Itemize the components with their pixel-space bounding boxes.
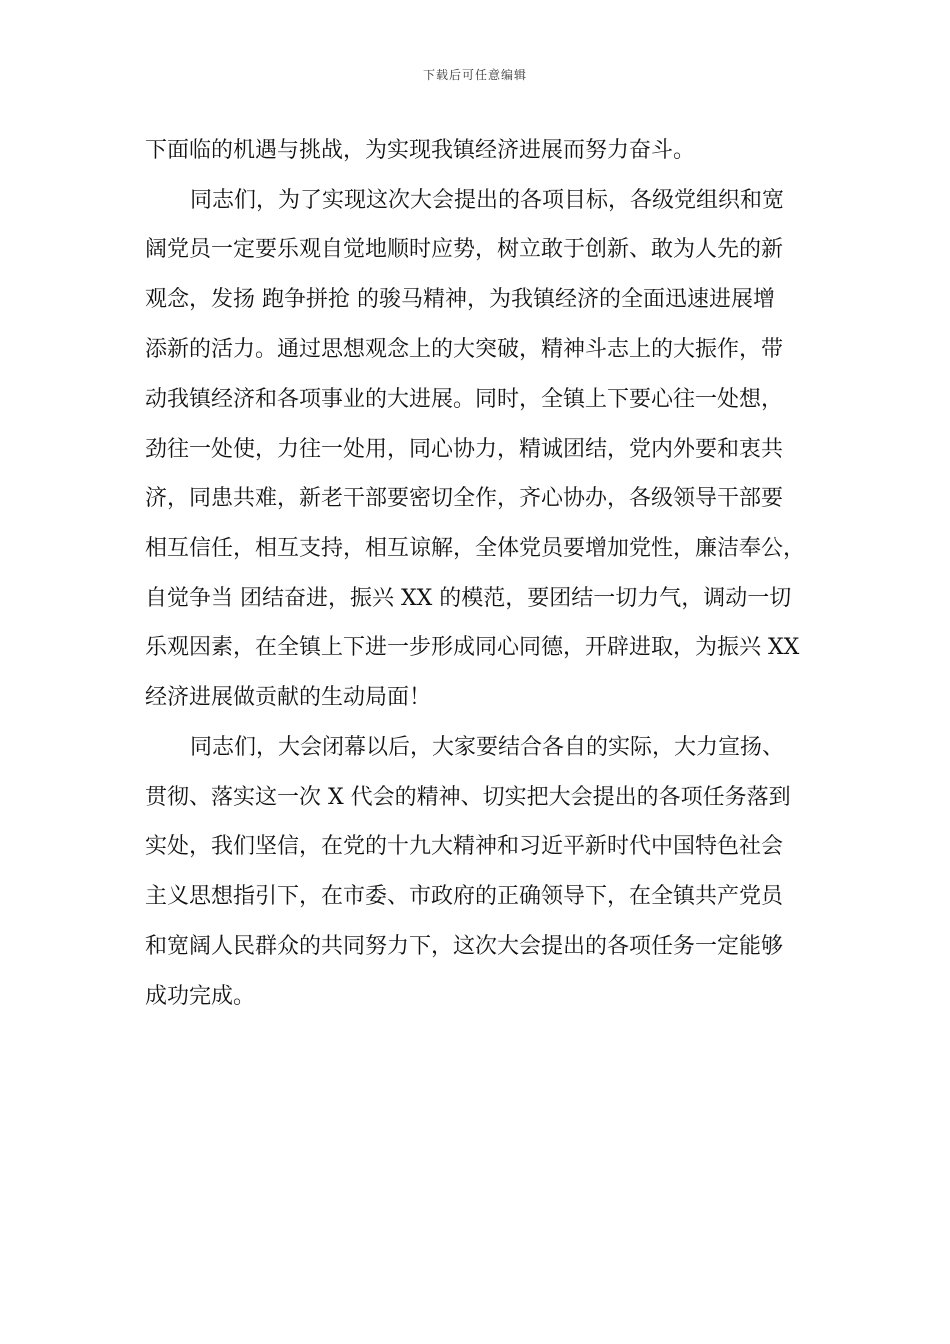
body-line: 经济进展做贡献的生动局面！ (145, 685, 432, 710)
body-line: 和宽阔人民群众的共同努力下，这次大会提出的各项任务一定能够 (145, 934, 784, 959)
body-line: 乐观因素，在全镇上下进一步形成同心同德，开辟进取，为振兴 XX (145, 635, 800, 660)
body-line: 贯彻、落实这一次 X 代会的精神、切实把大会提出的各项任务落到 (145, 785, 791, 810)
body-line: 添新的活力。通过思想观念上的大突破，精神斗志上的大振作，带 (145, 337, 784, 362)
body-line: 实处，我们坚信，在党的十九大精神和习近平新时代中国特色社会 (145, 834, 784, 859)
body-line: 主义思想指引下，在市委、市政府的正确领导下，在全镇共产党员 (145, 884, 784, 909)
body-line: 相互信任，相互支持，相互谅解，全体党员要增加党性，廉洁奉公， (145, 536, 806, 561)
body-line: 阔党员一定要乐观自觉地顺时应势，树立敢于创新、敢为人先的新 (145, 237, 784, 262)
body-line: 自觉争当 团结奋进，振兴 XX 的模范，要团结一切力气，调动一切 (145, 586, 792, 611)
paragraph-start-line: 同志们，为了实现这次大会提出的各项目标，各级党组织和宽 (190, 188, 785, 213)
paragraph-start-line: 同志们，大会闭幕以后，大家要结合各自的实际，大力宣扬、 (190, 735, 785, 760)
body-line: 下面临的机遇与挑战，为实现我镇经济进展而努力奋斗。 (145, 138, 696, 163)
body-line: 动我镇经济和各项事业的大进展。同时，全镇上下要心往一处想， (145, 387, 784, 412)
body-line: 观念，发扬 跑争拼抢 的骏马精神，为我镇经济的全面迅速进展增 (145, 287, 775, 312)
body-line: 济，同患共难，新老干部要密切全作，齐心协办，各级领导干部要 (145, 486, 784, 511)
body-line: 劲往一处使，力往一处用，同心协力，精诚团结，党内外要和衷共 (145, 437, 784, 462)
body-line: 成功完成。 (145, 984, 256, 1009)
page-header: 下载后可任意编辑 (422, 68, 527, 82)
